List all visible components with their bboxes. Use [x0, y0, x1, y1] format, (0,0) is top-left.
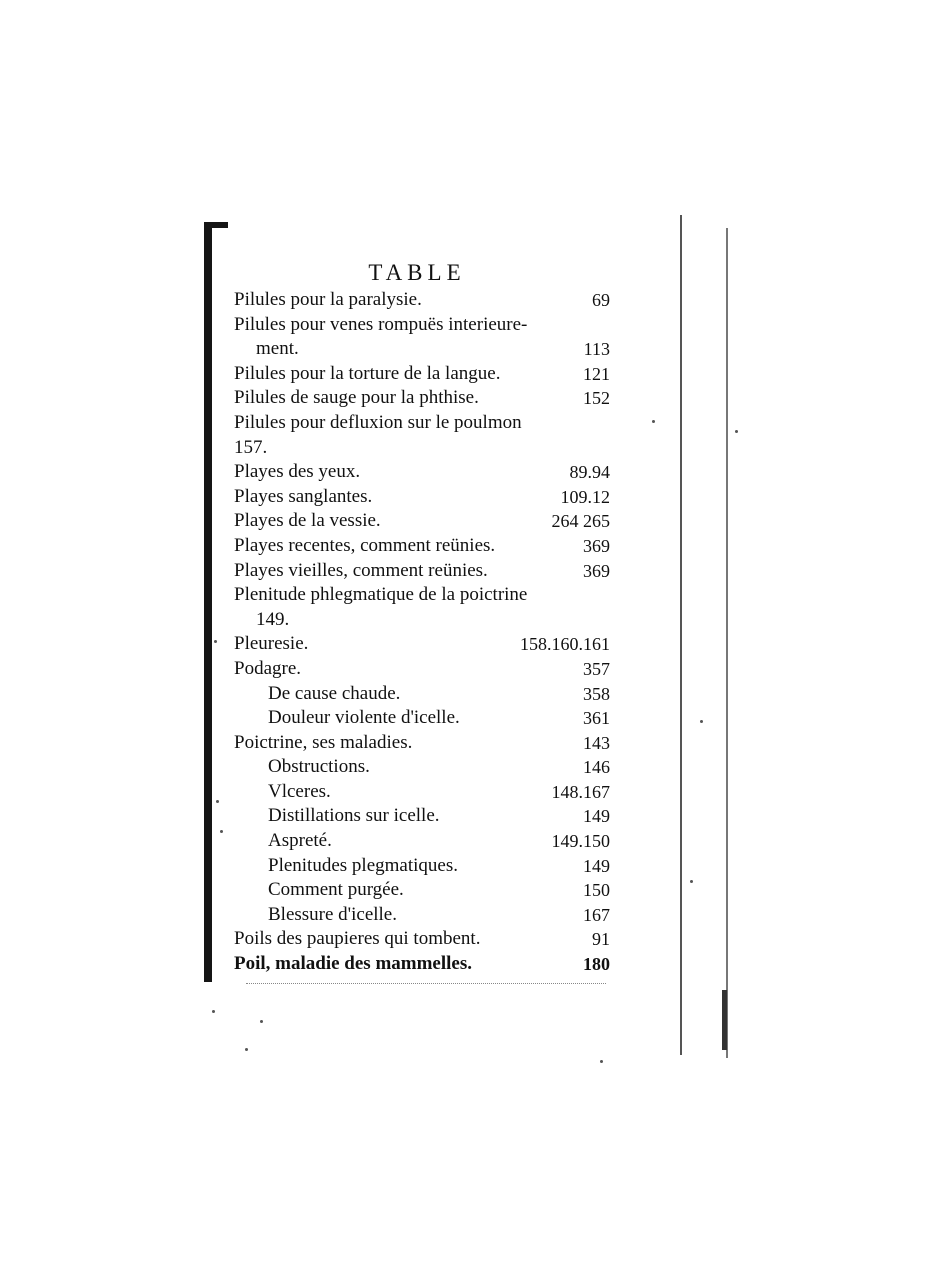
entry-page-number: 149.150 — [551, 831, 610, 852]
entry-page-number: 113 — [583, 339, 610, 360]
binding-edge — [204, 222, 212, 982]
entry-text: Blessure d'icelle. — [268, 903, 397, 925]
entry-text: ment. — [256, 338, 299, 360]
index-entry — [234, 632, 610, 657]
entry-page-number: 146 — [583, 757, 610, 778]
entry-text: Playes de la vessie. — [234, 510, 381, 532]
bottom-rule — [246, 983, 606, 984]
entry-page-number: 152 — [583, 388, 610, 409]
entry-page-number: 264 265 — [551, 511, 610, 532]
page-title: TABLE — [368, 260, 466, 285]
index-entry — [234, 755, 610, 780]
index-entry — [234, 386, 610, 411]
entry-page-number: 91 — [592, 929, 610, 950]
index-entry — [234, 854, 610, 879]
edge-stain — [722, 990, 727, 1050]
index-entry — [234, 485, 610, 510]
index-entry — [234, 362, 610, 387]
entry-text: 149. — [256, 608, 290, 630]
index-entry — [234, 829, 610, 854]
entry-text: Poils des paupieres qui tombent. — [234, 928, 481, 950]
entry-text: Playes recentes, comment reünies. — [234, 534, 496, 556]
scan-speck — [214, 640, 217, 643]
index-entry — [234, 534, 610, 559]
entry-text: Comment purgée. — [268, 879, 404, 901]
entry-text: Playes vieilles, comment reünies. — [234, 559, 488, 581]
index-entry — [234, 780, 610, 805]
entry-text: De cause chaude. — [268, 682, 401, 704]
scan-speck — [700, 720, 703, 723]
entry-text: Poictrine, ses maladies. — [234, 731, 413, 753]
entry-page-number: 109.12 — [560, 486, 610, 507]
facing-page-edge — [680, 215, 682, 1055]
entry-text: Douleur violente d'icelle. — [268, 707, 460, 729]
entry-text: Playes sanglantes. — [234, 485, 373, 507]
scan-speck — [735, 430, 738, 433]
scan-speck — [212, 1010, 215, 1013]
entry-text: Plenitudes plegmatiques. — [268, 854, 458, 876]
facing-page-edge-outer — [726, 228, 728, 1058]
entry-text: Vlceres. — [268, 780, 331, 802]
scan-speck — [690, 880, 693, 883]
index-entry — [234, 288, 610, 313]
index-entry — [234, 608, 610, 633]
index-entry — [234, 682, 610, 707]
entry-text: Poil, maladie des mammelles. — [234, 953, 472, 975]
entry-text: Pleuresie. — [234, 633, 309, 655]
entry-page-number: 361 — [583, 708, 610, 729]
entry-page-number: 358 — [583, 683, 610, 704]
index-entry — [234, 559, 610, 584]
entry-text: Pilules pour la torture de la langue. — [234, 362, 501, 384]
entry-text: Pilules pour la paralysie. — [234, 289, 422, 310]
entry-page-number: 69 — [592, 290, 610, 310]
index-entry — [234, 460, 610, 485]
index-entry — [234, 731, 610, 756]
index-entry — [234, 337, 610, 362]
scan-speck — [245, 1048, 248, 1051]
scan-speck — [600, 1060, 603, 1063]
index-entry — [234, 583, 610, 608]
scan-speck — [652, 420, 655, 423]
entry-page-number: 148.167 — [551, 781, 610, 802]
entry-page-number: 357 — [583, 658, 610, 679]
entry-page-number: 369 — [583, 560, 610, 581]
index-page — [234, 258, 610, 977]
scan-speck — [220, 830, 223, 833]
index-entry — [234, 411, 610, 436]
index-entries — [234, 288, 610, 977]
entry-text: Pilules pour venes rompuës interieure- — [234, 313, 528, 335]
entry-text: Podagre. — [234, 657, 302, 679]
scan-speck — [260, 1020, 263, 1023]
index-entry — [234, 313, 610, 338]
index-entry — [234, 509, 610, 534]
entry-page-number: 149 — [583, 806, 610, 827]
index-entry — [234, 927, 610, 952]
entry-text: Plenitude phlegmatique de la poictrine — [234, 584, 528, 606]
entry-page-number: 143 — [583, 732, 610, 753]
index-entry — [234, 436, 610, 461]
entry-page-number: 149 — [583, 855, 610, 876]
entry-text: Playes des yeux. — [234, 461, 361, 483]
scan-speck — [216, 800, 219, 803]
entry-page-number: 369 — [583, 535, 610, 556]
index-entry — [234, 903, 610, 928]
entry-page-number: 150 — [583, 880, 610, 901]
entry-page-number: 158.160.161 — [520, 634, 610, 655]
index-entry — [234, 878, 610, 903]
entry-page-number: 89.94 — [569, 462, 610, 483]
entry-text: Obstructions. — [268, 756, 370, 778]
entry-text: Aspreté. — [268, 830, 332, 852]
index-entry — [234, 657, 610, 682]
entry-text: Distillations sur icelle. — [268, 805, 440, 827]
entry-page-number: 121 — [583, 363, 610, 384]
entry-text: Pilules de sauge pour la phthise. — [234, 387, 479, 409]
index-entry — [234, 804, 610, 829]
index-entry — [234, 706, 610, 731]
index-entry — [234, 952, 610, 977]
entry-text: 157. — [234, 436, 268, 458]
entry-text: Pilules pour defluxion sur le poulmon — [234, 411, 522, 433]
entry-page-number: 180 — [583, 954, 610, 975]
entry-page-number: 167 — [583, 904, 610, 925]
